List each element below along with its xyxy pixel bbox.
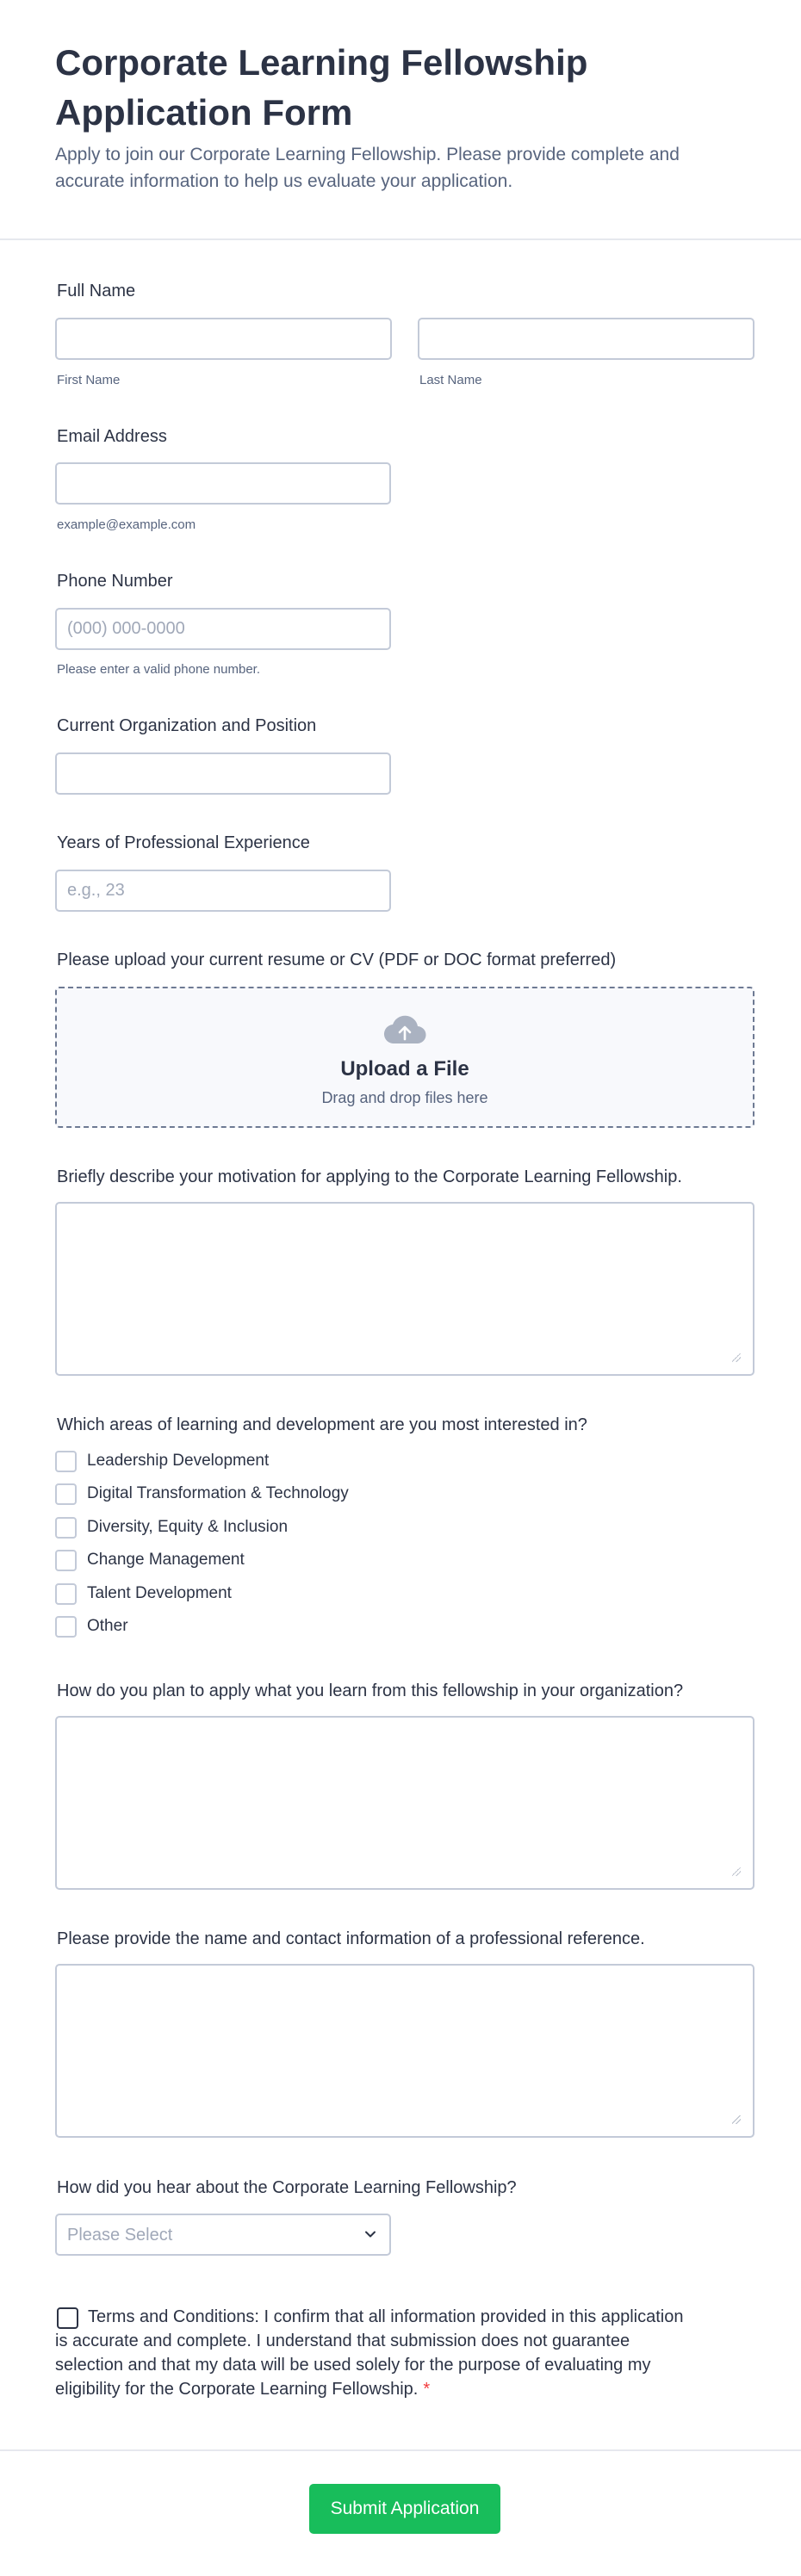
first-name-sublabel: First Name — [57, 373, 121, 387]
checkbox[interactable] — [55, 1583, 77, 1605]
terms-text — [55, 2305, 692, 2401]
interest-option-label: Diversity, Equity & Inclusion — [87, 1518, 289, 1536]
resize-handle-icon[interactable] — [732, 2115, 741, 2124]
checkbox[interactable] — [55, 1517, 77, 1539]
phone-label: Phone Number — [57, 572, 173, 591]
checkbox[interactable] — [55, 1616, 77, 1638]
upload-hint: Drag and drop files here — [321, 1089, 488, 1106]
chevron-down-icon — [363, 2227, 377, 2241]
organization-input[interactable] — [55, 752, 391, 795]
terms-label: Terms and Conditions: I confirm that all information provided in this application is accurate and complete. I understand that submission does not guarantee selection and that my data will be used solely for the purpose of evaluating my eligibility for the Corporate Learning Fellowship. — [55, 2307, 684, 2399]
application-plan-textarea[interactable] — [55, 1716, 754, 1890]
email-input[interactable] — [55, 462, 391, 505]
application-plan-label: How do you plan to apply what you learn from this fellowship in your organization? — [57, 1681, 684, 1700]
experience-label: Years of Professional Experience — [57, 833, 310, 852]
motivation-textarea[interactable] — [55, 1202, 754, 1376]
submit-button[interactable]: Submit Application — [309, 2484, 500, 2534]
interests-label: Which areas of learning and development are you most interested in? — [57, 1415, 587, 1434]
select-value: Please Select — [67, 2226, 173, 2245]
cloud-upload-icon — [383, 1014, 426, 1045]
experience-input[interactable] — [55, 870, 391, 912]
phone-input[interactable] — [55, 608, 391, 650]
resize-handle-icon[interactable] — [732, 1867, 741, 1876]
checkbox[interactable] — [55, 1550, 77, 1571]
first-name-input[interactable] — [55, 318, 392, 360]
form-subtitle: Apply to join our Corporate Learning Fellowship. Please provide complete and accurate information to help us evaluate your application. — [55, 145, 680, 191]
interest-option-label: Digital Transformation & Technology — [87, 1484, 349, 1502]
interest-option-label: Talent Development — [87, 1584, 232, 1602]
referral-source-label: How did you hear about the Corporate Learning Fellowship? — [57, 2178, 517, 2197]
checkbox[interactable] — [55, 1483, 77, 1505]
checkbox[interactable] — [55, 1451, 77, 1472]
interest-option-label: Leadership Development — [87, 1452, 270, 1470]
upload-label: Please upload your current resume or CV (PDF or DOC format preferred) — [57, 951, 617, 969]
file-upload-dropzone[interactable] — [55, 987, 754, 1128]
email-label: Email Address — [57, 427, 167, 446]
motivation-label: Briefly describe your motivation for applying to the Corporate Learning Fellowship. — [57, 1167, 682, 1186]
required-asterisk: * — [423, 2380, 431, 2399]
last-name-input[interactable] — [418, 318, 754, 360]
last-name-sublabel: Last Name — [419, 373, 482, 387]
upload-title: Upload a File — [340, 1057, 469, 1081]
email-sublabel: example@example.com — [57, 517, 196, 532]
full-name-label: Full Name — [57, 282, 136, 300]
interest-option-label: Other — [87, 1617, 128, 1635]
interest-option-label: Change Management — [87, 1551, 245, 1569]
resize-handle-icon[interactable] — [732, 1353, 741, 1362]
form-header — [0, 0, 801, 240]
reference-textarea[interactable] — [55, 1964, 754, 2138]
referral-source-select[interactable] — [55, 2214, 391, 2256]
reference-label: Please provide the name and contact information of a professional reference. — [57, 1929, 645, 1948]
form-title: Corporate Learning Fellowship Application Form — [55, 42, 588, 133]
organization-label: Current Organization and Position — [57, 716, 317, 735]
phone-sublabel: Please enter a valid phone number. — [57, 662, 260, 677]
footer-divider — [0, 2449, 801, 2451]
